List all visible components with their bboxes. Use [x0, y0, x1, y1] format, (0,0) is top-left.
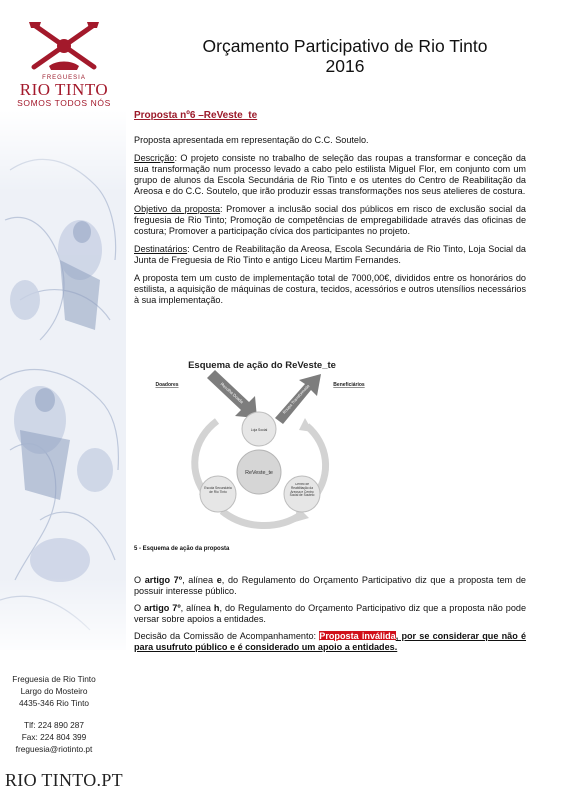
parish-logo	[4, 20, 124, 108]
proposal-intro: Proposta apresentada em representação do C.C. Soutelo.	[134, 135, 369, 145]
transformed-arrow	[275, 374, 321, 424]
node-top-label: Loja Social	[250, 428, 268, 432]
node-center	[237, 450, 281, 494]
contact-line: 4435-346 Rio Tinto	[18, 698, 90, 708]
node-top	[242, 412, 276, 446]
objective-paragraph	[134, 204, 526, 237]
figure-caption: 5 - Esquema de ação da proposta	[134, 546, 230, 552]
description-label: Descrição	[134, 153, 175, 163]
proposal-body	[134, 110, 526, 313]
cost-paragraph: A proposta tem um custo de implementação total de 7000,00€, divididos entre os honorários do estilista, a aquisição de máquinas de costura, tecidos, acessórios e outros utensílios necessários à sua implementação.	[134, 273, 526, 305]
node-right-label: Centro de Reabilitação da Areosa e Centro Social de Soutelo	[289, 483, 315, 498]
clause-letter: e	[216, 575, 222, 585]
logo-freguesia-label: FREGUESIA	[42, 75, 86, 81]
contact-line: Freguesia de Rio Tinto	[12, 674, 96, 684]
contact-line: Largo do Mosteiro	[20, 686, 88, 696]
donors-label: Doadores	[155, 382, 179, 388]
decision-paragraph	[134, 631, 526, 653]
page-title	[140, 36, 550, 76]
fax: Fax: 224 804 399	[21, 732, 87, 742]
node-right	[284, 476, 320, 512]
invalid-status-badge: Proposta inválida	[319, 631, 396, 641]
text-run: O	[134, 575, 145, 585]
footer-website: RIO TINTO.PT	[5, 770, 123, 790]
email: freguesia@riotinto.pt	[15, 744, 93, 754]
article-ref: artigo 7º	[144, 575, 183, 585]
objective-text: : Promover a inclusão social dos públicos em risco de exclusão social da freguesia de Rio Tinto; Promoção de competências de empregabilidade através das oficinas de costura; Promover a participação cívica dos participantes no projeto.	[134, 204, 526, 236]
beneficiaries-label: Beneficiários	[333, 382, 365, 388]
node-center-label: ReVeste_te	[245, 470, 273, 476]
title-line-1: Orçamento Participativo de Rio Tinto	[202, 36, 488, 56]
node-left	[200, 476, 236, 512]
text-run: , alínea	[180, 603, 214, 613]
proposal-title: Proposta nº6 –ReVeste_te	[134, 110, 258, 121]
description-paragraph	[134, 153, 526, 197]
targets-paragraph	[134, 244, 526, 266]
node-left-label: Escola Secundária de Rio Tinto	[204, 486, 232, 494]
logo-tagline: SOMOS TODOS NÓS	[17, 98, 111, 108]
targets-text: : Centro de Reabilitação da Areosa, Escola Secundária de Rio Tinto, Loja Social da Junta de Freguesia de Rio Tinto e antigo Liceu Martim Fernandes.	[134, 244, 526, 265]
crossed-swords-crest-icon	[19, 20, 109, 72]
targets-label: Destinatários	[134, 244, 188, 254]
transformed-arrow-label: Roupa Transformada	[281, 383, 311, 415]
contact-info	[0, 673, 108, 755]
sidebar	[0, 0, 126, 800]
donation-arrow-label: Recolha Doada	[219, 381, 245, 405]
article-e-paragraph	[134, 575, 526, 597]
description-text: : O projeto consiste no trabalho de seleção das roupas a transformar e conceção da sua transformação num processo levado a cabo pelo estilista Miguel Flor, em conjunto com um grupo de alunos da Escola Secundária de Rio Tinto e os utentes do Centro de Reabilitação da Areosa e do C.C. Soutelo, que irão produzir essas transformações nos seus atelieres de costura.	[134, 153, 526, 196]
article-ref: artigo 7º	[144, 603, 181, 613]
action-scheme-diagram	[137, 356, 392, 546]
objective-label: Objetivo da proposta	[134, 204, 221, 214]
article-h-paragraph	[134, 603, 526, 625]
clause-letter: h	[213, 603, 220, 613]
title-line-2: 2016	[325, 56, 365, 76]
diagram-title: Esquema de ação do ReVeste_te	[188, 360, 336, 371]
donation-arrow	[207, 370, 257, 418]
decision-reason: , por se considerar que não é para usufruto público e é considerado um apoio a entidades.	[134, 631, 527, 652]
logo-name: RIO TINTO	[19, 80, 109, 99]
text-run: , do Regulamento do Orçamento Participativo diz que a proposta não pode versar sobre apoios a entidades.	[134, 603, 527, 624]
text-run: , alínea	[182, 575, 217, 585]
decision-label: Decisão da Comissão de Acompanhamento:	[134, 631, 320, 641]
phone: Tlf: 224 890 287	[24, 720, 84, 730]
text-run: O	[134, 603, 145, 613]
text-run: , do Regulamento do Orçamento Participativo diz que a proposta tem de possuir interesse público.	[134, 575, 526, 596]
decision-section	[134, 575, 526, 659]
